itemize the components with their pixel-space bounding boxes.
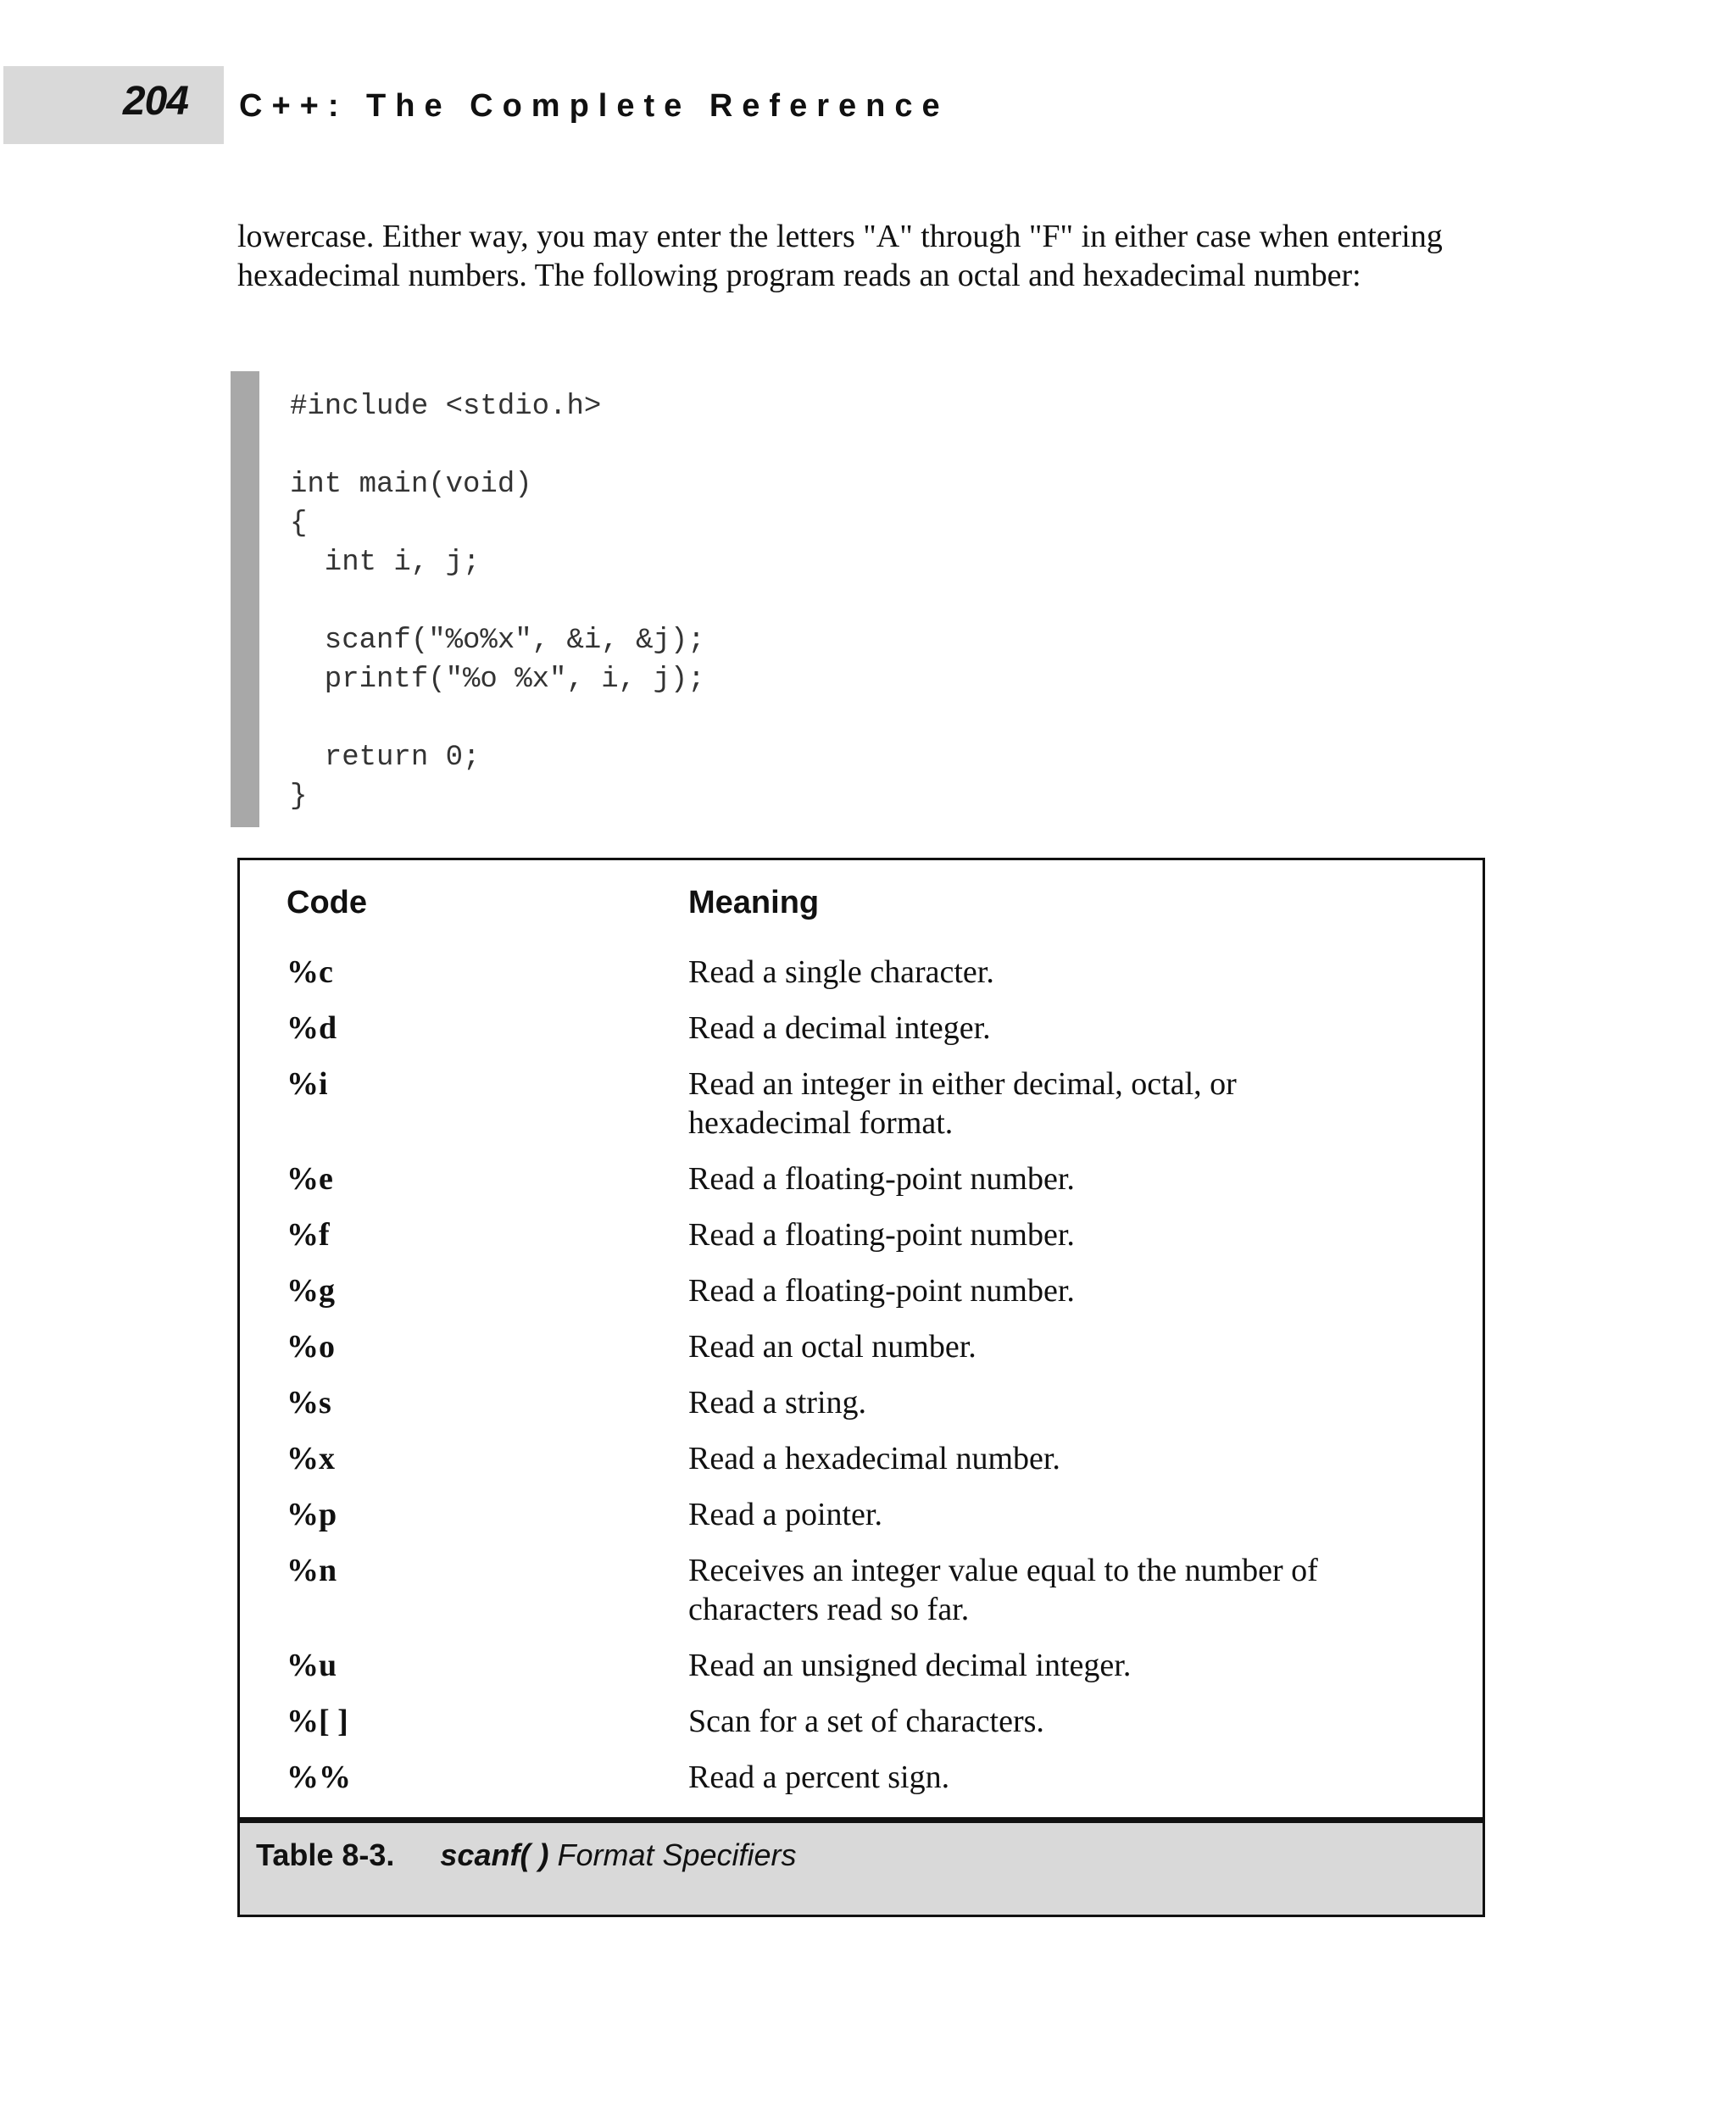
running-title: C++: The Complete Reference	[239, 88, 949, 124]
specifier-meaning: Read an octal number.	[688, 1329, 976, 1365]
specifier-meaning: Read a single character.	[688, 954, 994, 990]
caption-divider	[237, 1817, 1485, 1823]
specifier-code: %n	[287, 1553, 337, 1588]
specifier-code: %i	[287, 1066, 328, 1102]
specifier-code: %[ ]	[287, 1704, 348, 1739]
specifier-code: %p	[287, 1497, 337, 1532]
table-header-meaning: Meaning	[688, 885, 820, 920]
caption-title: Format Specifiers	[557, 1837, 797, 1872]
code-block-bar	[231, 371, 259, 827]
specifier-meaning: Read an unsigned decimal integer.	[688, 1648, 1132, 1683]
specifier-meaning: Read a floating-point number.	[688, 1161, 1075, 1197]
specifier-meaning: Read a floating-point number.	[688, 1273, 1075, 1309]
specifier-meaning: Read a hexadecimal number.	[688, 1441, 1060, 1476]
table-header-code: Code	[287, 885, 367, 920]
specifier-code: %g	[287, 1273, 335, 1309]
specifier-code: %c	[287, 954, 333, 990]
specifier-meaning: Read a decimal integer.	[688, 1010, 991, 1046]
table-caption	[256, 1837, 797, 1873]
specifier-code: %o	[287, 1329, 335, 1365]
specifier-meaning: Read a string.	[688, 1385, 867, 1420]
specifier-code: %s	[287, 1385, 331, 1420]
specifier-meaning: Read a pointer.	[688, 1497, 882, 1532]
specifier-code: %d	[287, 1010, 337, 1046]
specifier-code: %x	[287, 1441, 335, 1476]
specifier-meaning: Receives an integer value equal to the number of characters read so far.	[688, 1553, 1318, 1627]
intro-paragraph: lowercase. Either way, you may enter the letters "A" through "F" in either case when entering hexadecimal numbers. The following program reads an octal and hexadecimal number:	[237, 219, 1443, 293]
specifier-code: %%	[287, 1760, 351, 1795]
caption-label: Table 8-3.	[256, 1837, 395, 1872]
specifier-code: %u	[287, 1648, 337, 1683]
specifier-code: %f	[287, 1217, 330, 1253]
specifier-meaning: Read a floating-point number.	[688, 1217, 1075, 1253]
specifier-meaning: Read a percent sign.	[688, 1760, 950, 1795]
page-number-box	[3, 66, 224, 144]
specifier-meaning: Scan for a set of characters.	[688, 1704, 1044, 1739]
specifier-meaning: Read an integer in either decimal, octal, or hexadecimal format.	[688, 1066, 1237, 1141]
code-listing: #include <stdio.h> int main(void) { int i, j; scanf("%o%x", &i, &j); printf("%o %x", i, j); return 0; }	[290, 391, 705, 813]
page-number: 204	[122, 79, 188, 124]
specifier-code: %e	[287, 1161, 333, 1197]
caption-function: scanf( )	[440, 1837, 549, 1872]
